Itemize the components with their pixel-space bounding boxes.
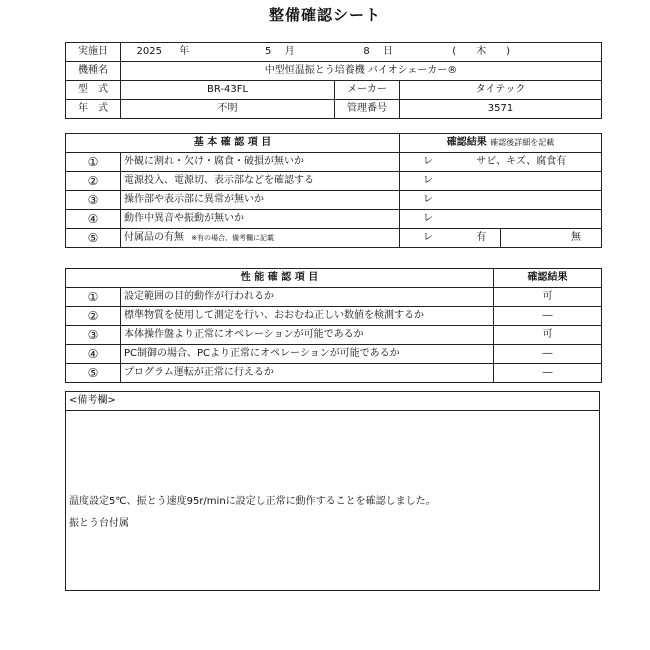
remarks-line-1: 温度設定5℃、振とう速度95r/minに設定し正常に動作することを確認しました。 [69,496,436,507]
remarks-box [65,391,600,591]
year-model-label: 年 式 [66,100,121,119]
model-value: BR-43FL [121,81,335,100]
table-row: ⑤ 付属品の有無 ※有の場合、備考欄に記載 レ 有 無 [66,229,602,248]
info-table [65,42,602,119]
basic-check-table [65,133,602,248]
maker-value: タイテック [400,81,602,100]
table-row: ① 設定範囲の目的動作が行われるか 可 [66,288,602,307]
mgmt-value: 3571 [400,100,602,119]
table-row: ⑤ プログラム運転が正常に行えるか ― [66,364,602,383]
basic-result: レ サビ、キズ、腐食有 [400,153,602,172]
machine-value: 中型恒温振とう培養機 バイオシェーカー® [121,62,602,81]
date-day: 8 [363,46,370,57]
table-row: ① 外観に割れ・欠け・腐食・破損が無いか レ サビ、キズ、腐食有 [66,153,602,172]
remarks-line-2: 振とう台付属 [69,518,129,529]
date-weekday: ( 木 ) [452,46,511,57]
maker-label: メーカー [335,81,400,100]
date-month-unit: 月 [284,46,295,57]
page-title: 整備確認シート [268,6,381,24]
table-row: ③ 操作部や表示部に異常が無いか レ [66,191,602,210]
table-row: ③ 本体操作盤より正常にオペレーションが可能であるか 可 [66,326,602,345]
performance-check-table [65,268,602,383]
date-year: 2025 [136,46,162,57]
date-row [121,43,602,62]
basic-result-note: 確認後詳細を記載 [490,138,555,147]
basic-result-header: 確認結果 確認後詳細を記載 [400,134,602,153]
year-model-value: 不明 [121,100,335,119]
date-year-unit: 年 [179,46,190,57]
machine-label: 機種名 [66,62,121,81]
remarks-header: <備考欄> [66,392,599,411]
model-label: 型 式 [66,81,121,100]
date-day-unit: 日 [382,46,393,57]
table-row: ② 電源投入、電源切、表示部などを確認する レ [66,172,602,191]
date-month: 5 [265,46,272,57]
perf-header: 性 能 確 認 項 目 [66,269,494,288]
date-label: 実施日 [66,43,121,62]
perf-result-header: 確認結果 [494,269,602,288]
basic-item5-note: ※有の場合、備考欄に記載 [191,234,275,242]
mgmt-label: 管理番号 [335,100,400,119]
table-row: ④ PC制御の場合、PCより正常にオペレーションが可能であるか ― [66,345,602,364]
table-row: ④ 動作中異音や振動が無いか レ [66,210,602,229]
table-row: ② 標準物質を使用して測定を行い、おおむね正しい数値を検測するか ― [66,307,602,326]
basic-header: 基 本 確 認 項 目 [66,134,400,153]
